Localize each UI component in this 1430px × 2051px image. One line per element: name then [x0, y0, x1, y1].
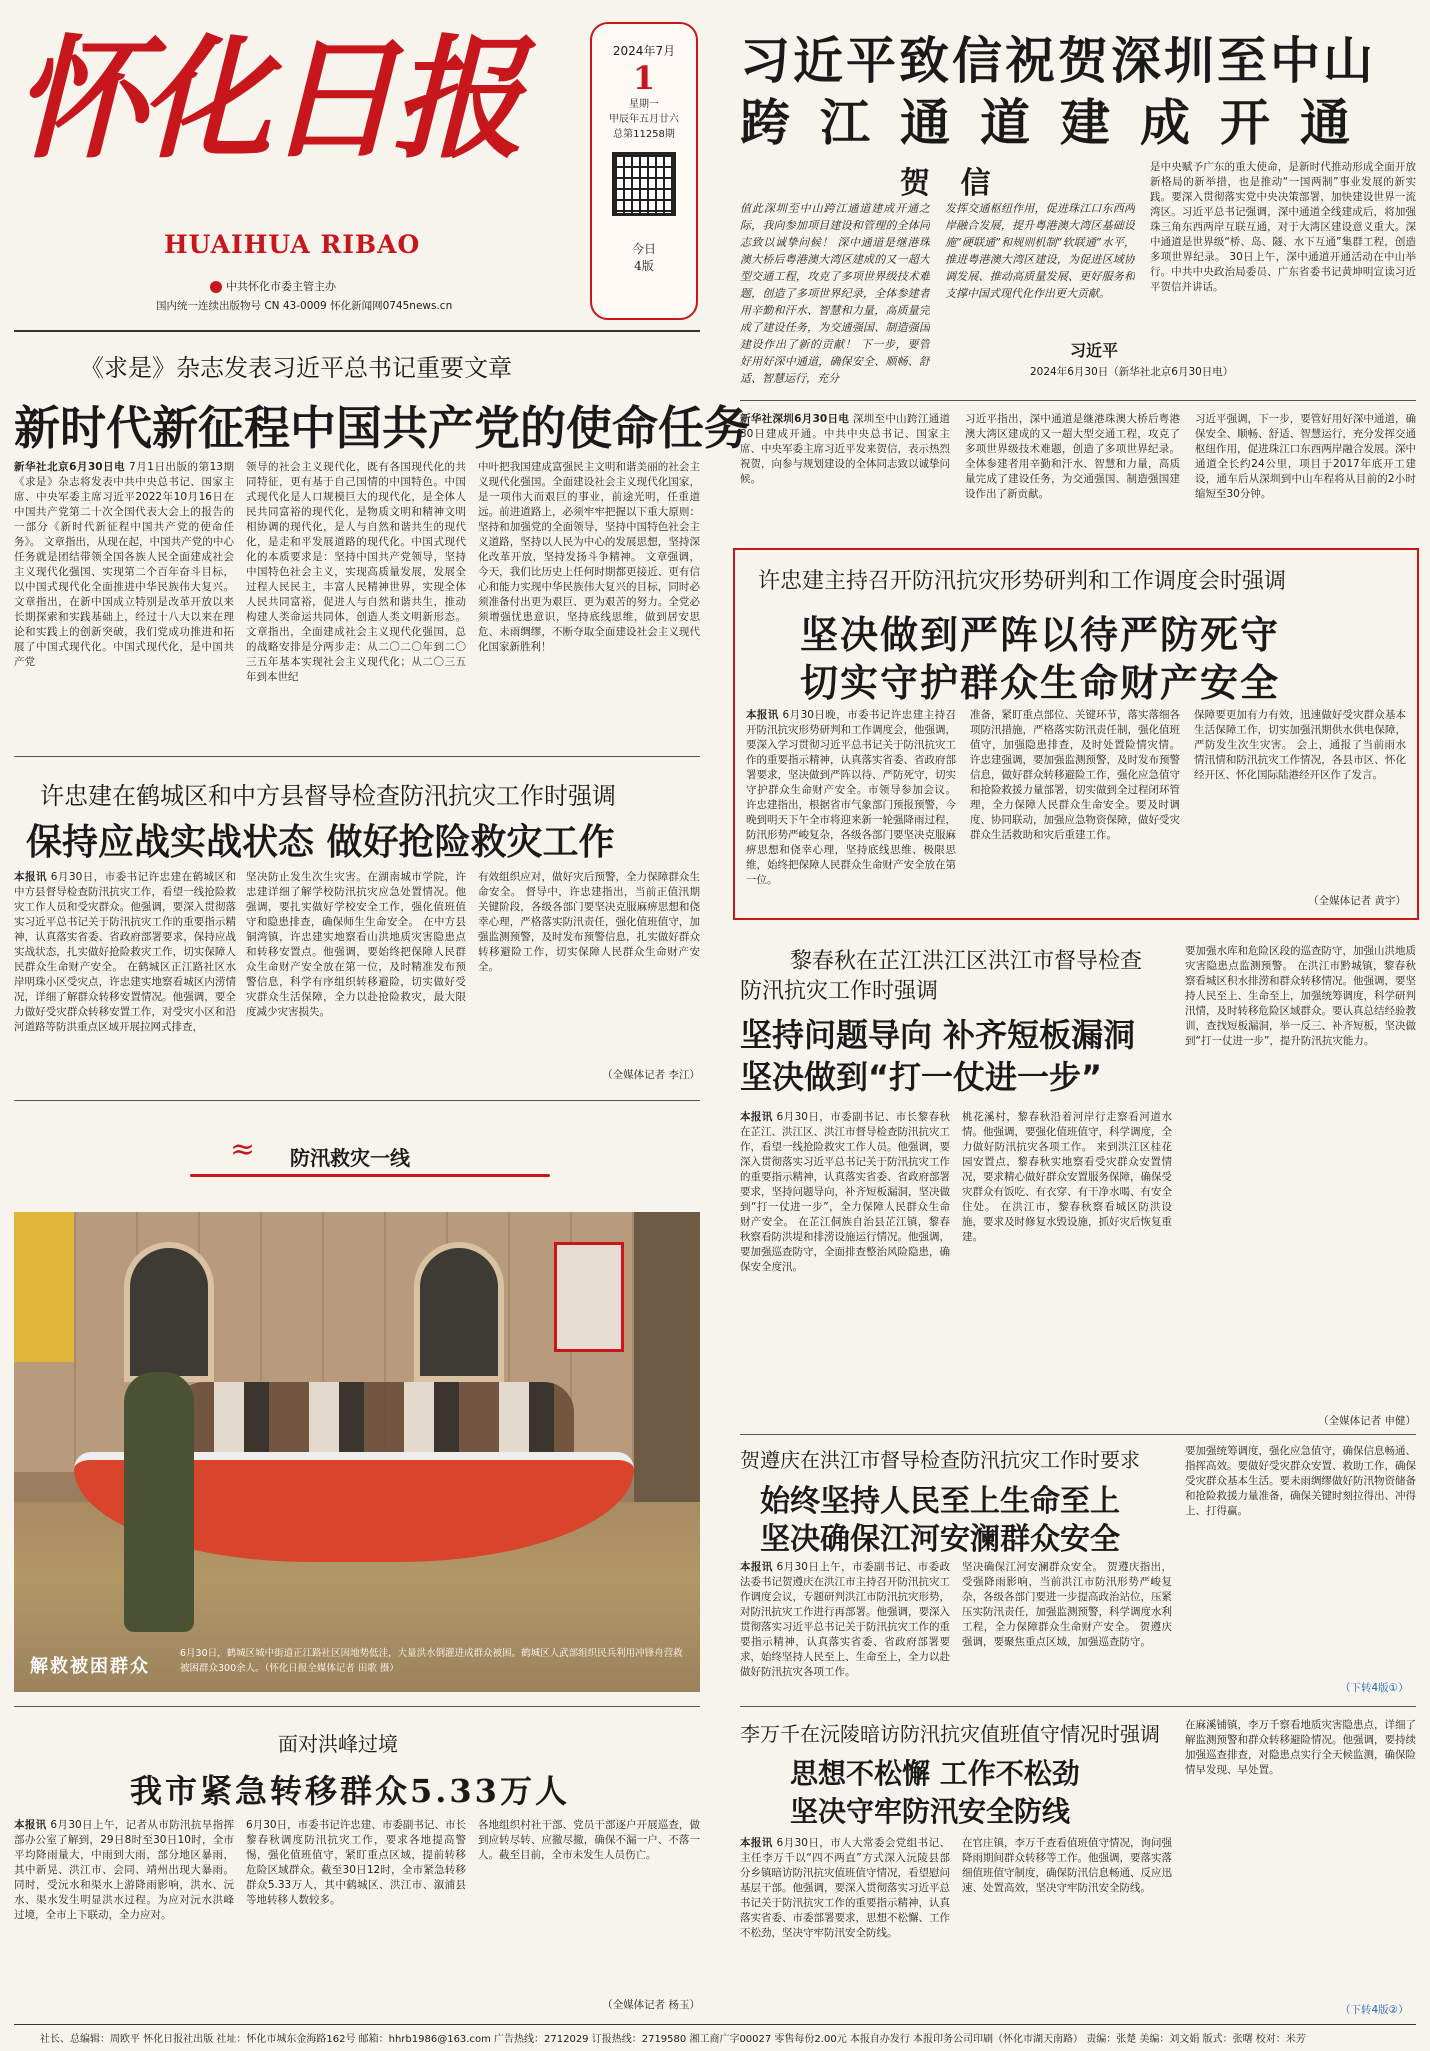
flood-wave-icon: ≈	[230, 1132, 256, 1167]
li-wanqian-jump-link[interactable]: （下转4版②）	[1340, 2004, 1409, 2016]
photo-caption: 6月30日，鹤城区城中街道正江路社区因地势低洼，大量洪水倒灌进成群众被困。鹤城区人武部组织民兵利用冲锋舟营救被困群众300余人。（怀化日报全媒体记者 田歌 摄）	[180, 1648, 683, 1674]
transfer-byline: （全媒体记者 杨玉）	[602, 1999, 700, 2011]
li-body-col1: 本报讯 6月30日，市委副书记、市长黎春秋在芷江、洪江区、洪江市督导检查防汛抗灾工作，看望一线抢险救灾工作人员。他强调，要深入贯彻落实习近平总书记关于防汛抗灾工作的重要指示精神，认真落实省委、省政府部署要求，坚持问题导向，补齐短板漏洞，坚决做到“打一仗进一步”，全力保障人民群众生命财产安全。 在芷江侗族自治县芷江镇，黎春秋察看防洪堤和排涝设施运行情况。他强调，要加强巡查防守，全面排查整治风险隐患，确保安全度汛。	[740, 1111, 950, 1273]
top-story-headline[interactable]: 习近平致信祝贺深圳至中山 跨江通道建成开通	[740, 32, 1380, 152]
xu-byline: （全媒体记者 李江）	[602, 1069, 700, 1081]
xu-article-headline[interactable]: 保持应战实战状态 做好抢险救灾工作	[26, 822, 615, 863]
top-story-body-col2: 习近平指出，深中通道是继港珠澳大桥后粤港澳大湾区建成的又一超大型交通工程，攻克了多项世界级技术难题，创造了多项世界纪录。全体参建者用辛勤和汗水、智慧和力量，高质量完成了建设任务，为交通强国、制造强国建设作出了新贡献。	[965, 413, 1180, 500]
masthead-logo	[14, 20, 574, 259]
publisher-line: 中共怀化市委主管主办	[210, 278, 336, 294]
top-story-right-col: 是中央赋予广东的重大使命，是新时代推动形成全面开放新格局的新举措，也是推动“一国两制”事业发展的新实践。要深入贯彻落实党中央决策部署，加快建设世界一流湾区。习近平总书记强调，深中通道全线建成后，将加强珠三角东西两岸互联互通，对于大湾区建设意义重大。深中通道是世界级“桥、岛、隧、水下互通”集群工程，创造多项世界纪录。 30日上午，深中通道开通活动在中山举行。中共中央政治局委员、广东省委书记黄坤明宣读习近平贺信并讲话。	[1150, 161, 1416, 293]
divider	[14, 1100, 700, 1101]
divider	[14, 1706, 700, 1707]
boxed-kicker: 许忠建主持召开防汛抗灾形势研判和工作调度会时强调	[758, 569, 1287, 594]
li-wanqian-body-col2: 在官庄镇，李万千查看值班值守情况，询问强降雨期间群众转移等工作。他强调，要落实落细值班值守制度，确保防汛信息畅通、反应迅速、处置高效，坚决守牢防汛安全防线。	[962, 1837, 1172, 1894]
transfer-body-col2: 6月30日，市委书记许忠建、市委副书记、市长黎春秋调度防汛抗灾工作，要求各地提高警惕，强化值班值守，紧盯重点区域，提前转移危险区域群众。截至30日12时，全市紧急转移群众5.33万人，其中鹤城区、洪江市、溆浦县等地转移人数较多。	[246, 1819, 466, 1906]
li-headline-2[interactable]: 坚决做到“打一仗进一步”	[740, 1058, 1103, 1096]
qiushi-body-col1: 新华社北京6月30日电 7月1日出版的第13期《求是》杂志将发表中共中央总书记、国家主席、中央军委主席习近平2022年10月16日在中国共产党第二十次全国代表大会上的报告的一部分《新时代新征程中国共产党的使命任务》。 文章指出，从现在起，中国共产党的中心任务就是团结带领全国各族人民全面建成社会主义现代化强国、实现第二个百年奋斗目标，以中国式现代化全面推进中华民族伟大复兴。文章指出，在新中国成立特别是改革开放以来长期探索和实践基础上，经过十八大以来在理论和实践上的创新突破，我们党成功推进和拓展了中国式现代化。中国式现代化，是中国共产党	[14, 461, 234, 668]
li-kicker-2: 防汛抗灾工作时强调	[740, 979, 939, 1004]
transfer-headline[interactable]: 我市紧急转移群众5.33万人	[130, 1772, 570, 1810]
qr-code-icon	[612, 152, 676, 216]
photo-title: 解救被困群众	[30, 1656, 150, 1677]
letter-body-col2: 发挥交通枢纽作用，促进珠江口东西两岸融合发展，提升粤港澳大湾区基础设施“硬联通”和规则机制“软联通”水平，推进粤港澳大湾区建设，为促进区域协调发展、推动高质量发展、更好服务和支撑中国式现代化作出更大贡献。	[945, 202, 1135, 300]
divider	[740, 400, 1416, 401]
footer-imprint: 社长、总编辑：周欧平 怀化日报社出版 社址：怀化市城东金海路162号 邮箱：hhrb1986@163.com 广告热线：2712029 订报热线：2719580 湘工商广字00027 零售每份2.00元 本报自办发行 本报印务公司印刷（怀化市湖天南路） 责编：张楚 美编：刘文娟 版式：张曙 校对：米芳	[40, 2034, 1306, 2045]
boxed-body-col3: 保障要更加有力有效，迅速做好受灾群众基本生活保障工作，切实加强汛期供水供电保障，严防发生次生灾害。 会上，通报了当前雨水情汛情和防汛抗灾工作情况，各县市区、怀化经开区、怀化国际陆港经开区作了发言。	[1194, 709, 1406, 781]
qiushi-body-col3: 中叶把我国建成富强民主文明和谐美丽的社会主义现代化强国。全面建设社会主义现代化国家，是一项伟大而艰巨的事业，前途光明，任重道远。前进道路上，必须牢牢把握以下重大原则：坚持和加强党的全面领导，坚持中国特色社会主义道路，坚持以人民为中心的发展思想，坚持深化改革开放，坚持发扬斗争精神。 文章强调，今天，我们比历史上任何时期都更接近、更有信心和能力实现中华民族伟大复兴的目标，同时必须准备付出更为艰巨、更为艰苦的努力。全党必须增强忧患意识，坚持底线思维，做到居安思危、未雨绸缪，不断夺取全面建设社会主义现代化国家新胜利！	[478, 461, 700, 653]
li-body-col3-top: 要加强水库和危险区段的巡查防守，加强山洪地质灾害隐患点监测预警。 在洪江市黔城镇，黎春秋察看城区积水排涝和群众转移情况。他强调，要坚持人民至上、生命至上，加强统筹调度，科学研判汛情，及时转移危险区域群众。要认真总结经验教训，查找短板漏洞，举一反三、补齐短板，坚决做到“打一仗进一步”，提升防汛抗灾能力。	[1185, 945, 1416, 1047]
he-body-col2: 坚决确保江河安澜群众安全。 贺遵庆指出，受强降雨影响，当前洪江市防汛形势严峻复杂，各级各部门要进一步提高政治站位，压紧压实防汛责任，加强监测预警，科学调度水利工程，全力保障群众生命财产安全。 贺遵庆强调，要聚焦重点区域，加强巡查防守。	[962, 1561, 1172, 1648]
logo-text: 怀化日报	[14, 22, 518, 177]
xu-article-kicker: 许忠建在鹤城区和中方县督导检查防汛抗灾工作时强调	[40, 782, 616, 810]
li-wanqian-headline-1[interactable]: 思想不松懈 工作不松劲	[790, 1757, 1080, 1790]
top-story-body-col3: 习近平强调，下一步，要管好用好深中通道，确保安全、顺畅、舒适、智慧运行，充分发挥交通枢纽作用，促进珠江口东西两岸融合发展。深中通道全长约24公里，项目于2017年底开工建设，通车后从深圳到中山车程将从目前的2小时缩短至30分钟。	[1195, 413, 1416, 500]
xu-body-col2: 坚决防止发生次生灾害。在湖南城市学院，许忠建详细了解学校防汛抗灾应急处置情况。他强调，要扎实做好学校安全工作，强化值班值守和隐患排查，确保师生生命安全。 在中方县铜湾镇，许忠建实地察看山洪地质灾害隐患点和转移安置点。他强调，要始终把保障人民群众生命财产安全放在第一位，及时精准发布预警信息，科学有序组织转移避险，切实做好受灾群众生活保障，全力以赴抢险救灾，最大限度减少灾害损失。	[246, 871, 466, 1018]
li-wanqian-body-col1: 本报讯 6月30日，市人大常委会党组书记、主任李万千以“四不两直”方式深入沅陵县部分乡镇暗访防汛抗灾值班值守情况，看望慰问基层干部。他强调，要深入贯彻落实习近平总书记关于防汛抗灾工作的重要指示精神，认真落实省委、市委部署要求，思想不松懈、工作不松劲，坚决守牢防汛安全防线。	[740, 1837, 950, 1939]
footer-rule	[14, 2024, 1416, 2025]
transfer-kicker: 面对洪峰过境	[278, 1732, 398, 1756]
logo-pinyin: HUAIHUA RIBAO	[164, 230, 421, 259]
transfer-body-col3: 各地组织村社干部、党员干部逐户开展巡查，做到应转尽转、应撤尽撤，确保不漏一户、不落一人。截至目前，全市未发生人员伤亡。	[478, 1819, 700, 1861]
page-count: 4版	[634, 259, 654, 273]
section-banner	[190, 1132, 550, 1180]
boxed-headline-1[interactable]: 坚决做到严阵以待严防死守	[800, 613, 1281, 657]
qiushi-body-col2: 领导的社会主义现代化，既有各国现代化的共同特征，更有基于自己国情的中国特色。中国式现代化是人口规模巨大的现代化，是全体人民共同富裕的现代化，是物质文明和精神文明相协调的现代化，是人与自然和谐共生的现代化，是走和平发展道路的现代化。中国式现代化的本质要求是：坚持中国共产党领导，坚持中国特色社会主义，实现高质量发展，发展全过程人民民主，丰富人民精神世界，实现全体人民共同富裕，促进人与自然和谐共生，推动构建人类命运共同体，创造人类文明新形态。 文章指出，全面建成社会主义现代化强国，总的战略安排是分两步走：从二〇二〇年到二〇三五年基本实现社会主义现代化；从二〇三五年到本世纪	[246, 461, 466, 683]
he-body-col3-top: 要加强统筹调度，强化应急值守，确保信息畅通、指挥高效。要做好受灾群众安置、救助工作，确保受灾群众基本生活。要未雨绸缪做好防汛物资储备和抢险救援力量准备，确保关键时刻拉得出、冲得上、打得赢。	[1185, 1445, 1416, 1517]
he-headline-1[interactable]: 始终坚持人民至上生命至上	[760, 1484, 1120, 1519]
li-body-col2: 桃花溪村，黎春秋沿着河岸行走察看河道水情。他强调，要强化值班值守，科学调度，全力做好防汛抗灾各项工作。 来到洪江区桂花园安置点，黎春秋实地察看受灾群众安置情况，要求精心做好群众安置服务保障，确保受灾群众有饭吃、有衣穿、有干净水喝、有安全住处。 在洪江市，黎春秋察看城区防洪设施，要求及时修复水毁设施，抓好灾后恢复重建。	[962, 1111, 1172, 1243]
divider	[740, 1706, 1416, 1707]
masthead-rule	[14, 330, 700, 332]
issn-line: 国内统一连续出版物号 CN 43-0009 怀化新闻网0745news.cn	[156, 300, 453, 312]
boxed-headline-2[interactable]: 切实守护群众生命财产安全	[800, 661, 1281, 705]
today-label: 今日	[631, 242, 656, 256]
li-wanqian-kicker: 李万千在沅陵暗访防汛抗灾值班值守情况时强调	[740, 1722, 1160, 1746]
boxed-body-col1: 本报讯 6月30日晚，市委书记许忠建主持召开防汛抗灾形势研判和工作调度会，他强调，要深入学习贯彻习近平总书记关于防汛抗灾工作的重要指示精神，认真落实省委、省政府部署要求，坚决做到严阵以待、严防死守，切实守护群众生命财产安全。市领导参加会议。 许忠建指出，根据省市气象部门预报预警，今晚到明天下午全市将迎来新一轮强降雨过程，防汛形势严峻复杂，各级各部门要坚决克服麻痹思想和侥幸心理，坚持底线思维、极限思维，始终把保障人民群众生命财产安全放在第一位。	[746, 709, 956, 886]
li-headline-1[interactable]: 坚持问题导向 补齐短板漏洞	[740, 1016, 1136, 1054]
party-emblem-icon	[210, 281, 222, 293]
boxed-body-col2: 准备，紧盯重点部位、关键环节，落实落细各项防汛措施，严格落实防汛责任制，强化值班值守，加强隐患排查，及时处置险情灾情。 许忠建强调，要加强监测预警，及时发布预警信息，做好群众转移避险工作，强化应急值守和抢险救援力量部署，切实做到全过程闭环管理，全力保障人民群众生命安全。要及时调度、协同联动，加强应急物资保障，做好受灾群众生活救助和灾后重建工作。	[970, 709, 1180, 841]
xu-body-col3: 有效组织应对，做好灾后预警，全力保障群众生命安全。 督导中，许忠建指出，当前正值汛期关键阶段，各级各部门要坚决克服麻痹思想和侥幸心理，严格落实防汛责任，强化值班值守，加强监测预警，及时发布预警信息，扎实做好群众转移避险工作，切实保障人民群众生命财产安全。	[478, 871, 700, 973]
letter-body-col1: 值此深圳至中山跨江通道建成开通之际，我向参加项目建设和管理的全体同志致以诚挚问候！ 深中通道是继港珠澳大桥后粤港澳大湾区建成的又一超大型交通工程，攻克了多项世界级技术难题，创造了多项世界纪录，全体参建者用辛勤和汗水、智慧和力量，高质量完成了建设任务，为交通强国、制造强国建设作出了新的贡献！ 下一步，要管好用好深中通道，确保安全、顺畅、舒适、智慧运行，充分	[740, 202, 930, 385]
xu-body-col1: 本报讯 6月30日，市委书记许忠建在鹤城区和中方县督导检查防汛抗灾工作，看望一线抢险救灾工作人员和受灾群众。他强调，要深入贯彻落实习近平总书记关于防汛抗灾工作的重要指示精神，认真落实省委、省政府部署要求，保持应战实战状态，扎实做好抢险救灾工作，切实保障人民群众生命财产安全。 在鹤城区正江路社区水岸明珠小区受灾点，许忠建实地察看城区内涝情况，详细了解群众转移安置情况。他强调，要全力做好受灾群众转移安置工作，对受灾小区和沿河道路等防洪重点区域开展拉网式排查，	[14, 871, 236, 1033]
he-kicker: 贺遵庆在洪江市督导检查防汛抗灾工作时要求	[740, 1448, 1140, 1472]
banner-underline	[190, 1174, 550, 1177]
date-year-month: 2024年7月	[612, 44, 676, 58]
divider	[740, 1434, 1416, 1435]
he-body-col1: 本报讯 6月30日上午，市委副书记、市委政法委书记贺遵庆在洪江市主持召开防汛抗灾工作调度会议，专题研判洪江市防汛抗灾形势，对防汛抗灾工作进行再部署。他强调，要深入贯彻落实习近平总书记关于防汛抗灾工作的重要指示精神，认真落实省委、省政府部署要求，始终坚持人民至上、生命至上，全力以赴做好防汛抗灾各项工作。	[740, 1561, 950, 1678]
li-wanqian-body-col3-top: 在麻溪铺镇，李万千察看地质灾害隐患点，详细了解监测预警和群众转移避险情况。他强调，要持续加强巡查排查，对隐患点实行全天候监测，确保险情早发现、早处置。	[1185, 1719, 1416, 1776]
letter-date: 2024年6月30日（新华社北京6月30日电）	[1030, 366, 1234, 378]
date-weekday: 星期一	[629, 99, 659, 110]
letter-signature: 习近平	[1070, 341, 1119, 360]
qiushi-headline[interactable]: 新时代新征程中国共产党的使命任务	[14, 401, 750, 455]
li-byline: （全媒体记者 申健）	[1318, 1415, 1416, 1427]
issue-serial: 总第11258期	[613, 129, 675, 140]
he-headline-2[interactable]: 坚决确保江河安澜群众安全	[760, 1522, 1120, 1557]
he-jump-link[interactable]: （下转4版①）	[1340, 1682, 1409, 1694]
qiushi-kicker: 《求是》杂志发表习近平总书记重要文章	[80, 354, 512, 382]
news-photo[interactable]	[14, 1212, 700, 1692]
section-banner-label: 防汛救灾一线	[290, 1146, 410, 1170]
li-wanqian-headline-2[interactable]: 坚决守牢防汛安全防线	[790, 1795, 1071, 1828]
letter-title: 贺 信	[900, 166, 1001, 201]
date-day: 1	[632, 59, 656, 97]
date-box	[590, 22, 698, 320]
date-lunar: 甲辰年五月廿六	[609, 114, 679, 125]
divider	[14, 756, 700, 757]
top-story-body-col1: 新华社深圳6月30日电 深圳至中山跨江通道30日建成开通。中共中央总书记、国家主席、中央军委主席习近平发来贺信，表示热烈祝贺，向参与规划建设的全体同志致以诚挚问候。	[740, 413, 950, 485]
boxed-byline: （全媒体记者 黄宇）	[1308, 895, 1406, 907]
li-kicker-1: 黎春秋在芷江洪江区洪江市督导检查	[790, 949, 1143, 974]
transfer-body-col1: 本报讯 6月30日上午，记者从市防汛抗旱指挥部办公室了解到，29日8时至30日10时，全市平均降雨量大，中雨到大雨，部分地区暴雨，其中新晃、洪江市、会同、靖州出现大暴雨。同时，受沅水和渠水上游降雨影响，洪水、沅水、渠水发生明显洪水过程。为应对沅水洪峰过境，全市上下联动，全力应对。	[14, 1819, 234, 1921]
